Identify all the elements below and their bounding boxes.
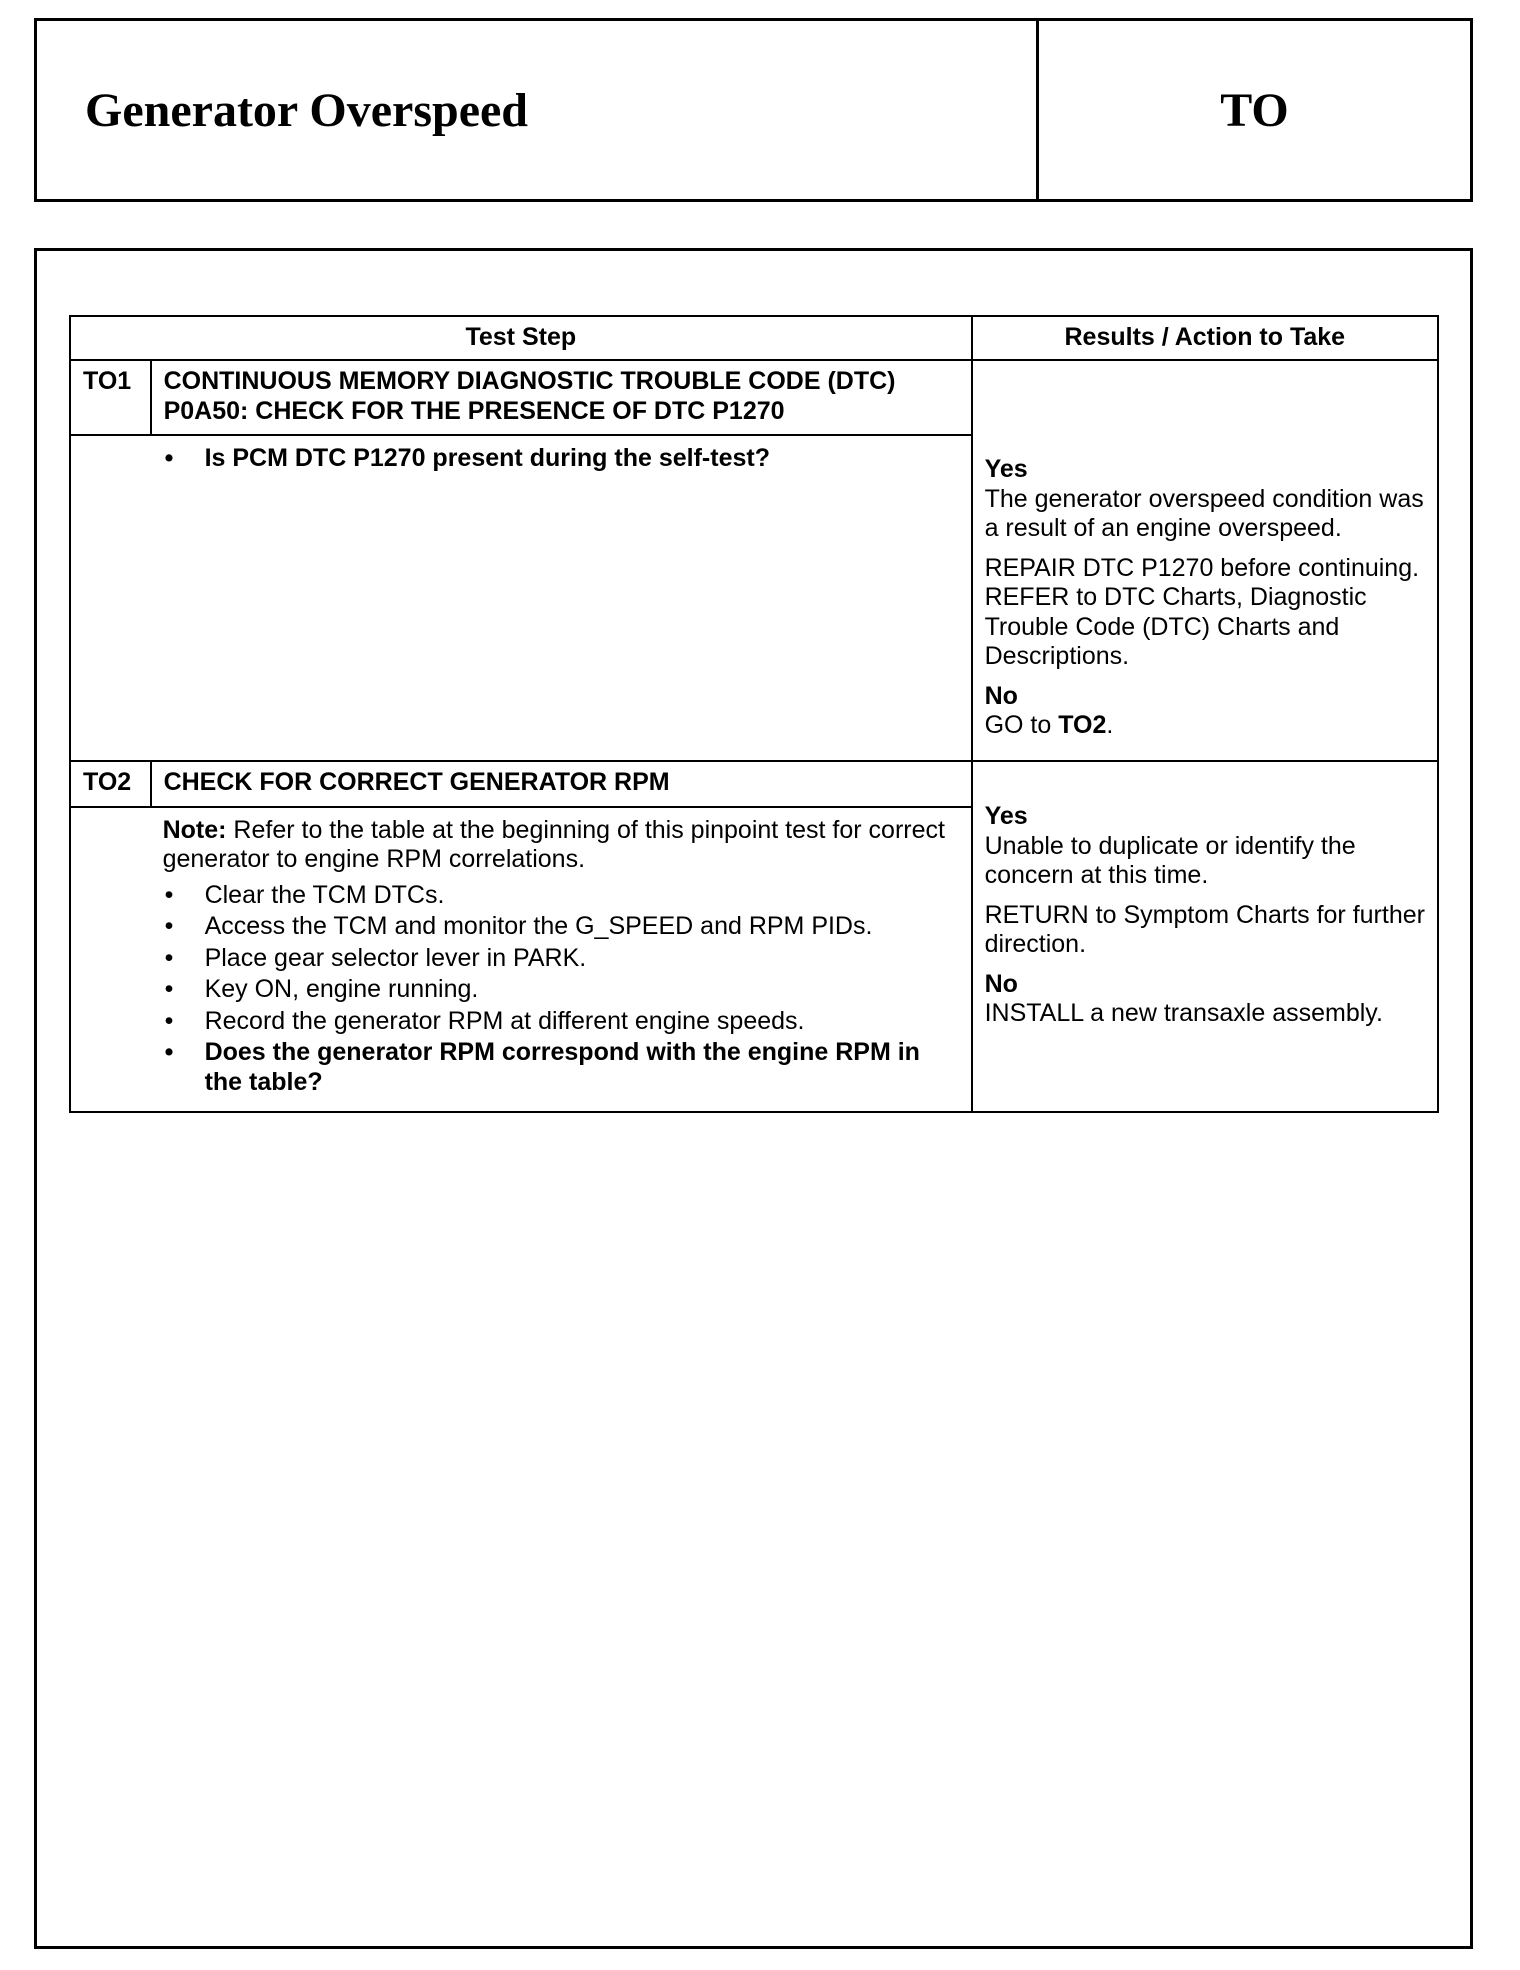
step-bullet: • Place gear selector lever in PARK.	[163, 944, 961, 974]
note-text: Refer to the table at the beginning of this pinpoint test for correct generator to engine RPM correlations.	[162, 815, 945, 873]
step-id-spacer	[70, 435, 151, 761]
step-bullet: • Clear the TCM DTCs.	[163, 881, 961, 911]
yes-text: Unable to duplicate or identify the concern at this time.	[984, 831, 1356, 889]
code-cell	[1039, 21, 1470, 199]
note-label: Note:	[162, 815, 227, 844]
step-link[interactable]: TO2	[1058, 711, 1107, 739]
content-frame	[34, 248, 1473, 1949]
no-label: No	[984, 969, 1018, 998]
step-note	[163, 816, 961, 875]
yes-text: The generator overspeed condition was a result of an engine overspeed.	[984, 484, 1424, 542]
test-step-header: Test Step	[70, 316, 972, 360]
step-bullet: • Record the generator RPM at different engine speeds.	[163, 1007, 961, 1037]
step-question: • Is PCM DTC P1270 present during the self-test?	[163, 444, 961, 474]
title-box	[34, 18, 1473, 202]
step-question: • Does the generator RPM correspond with the engine RPM in the table?	[163, 1038, 961, 1097]
pinpoint-code: TO	[1220, 83, 1289, 137]
yes-action: RETURN to Symptom Charts for further direction.	[984, 900, 1425, 958]
no-action-prefix: GO to	[984, 711, 1059, 739]
table-header-row	[70, 316, 1438, 360]
no-action	[985, 711, 1427, 741]
step-body	[151, 807, 972, 1113]
page-title: Generator Overspeed	[85, 83, 528, 137]
step-bullet: • Key ON, engine running.	[163, 975, 961, 1005]
step-bullet: • Access the TCM and monitor the G_SPEED and RPM PIDs.	[163, 912, 961, 942]
step-id-spacer	[70, 807, 151, 1113]
no-label: No	[984, 681, 1018, 710]
step-id: TO1	[70, 360, 151, 435]
step-heading: CONTINUOUS MEMORY DIAGNOSTIC TROUBLE CODE (DTC) P0A50: CHECK FOR THE PRESENCE OF DTC P1270	[151, 360, 972, 435]
step-heading-row	[70, 360, 1438, 435]
step-list	[163, 444, 961, 474]
no-action-suffix: .	[1106, 711, 1114, 739]
yes-action: REPAIR DTC P1270 before continuing. REFER to DTC Charts, Diagnostic Trouble Code (DTC) Charts and Descriptions.	[984, 553, 1420, 670]
step-id: TO2	[70, 761, 151, 807]
step-body	[151, 435, 972, 761]
title-cell	[37, 21, 1039, 199]
results-header: Results / Action to Take	[972, 316, 1438, 360]
step-list	[163, 881, 961, 1098]
step-heading-row	[70, 761, 1438, 807]
pinpoint-test-table	[69, 315, 1439, 1113]
step-heading: CHECK FOR CORRECT GENERATOR RPM	[151, 761, 972, 807]
step-results	[972, 761, 1438, 1112]
yes-label: Yes	[984, 802, 1028, 830]
step-results	[972, 360, 1438, 761]
no-action: INSTALL a new transaxle assembly.	[984, 999, 1383, 1027]
yes-label: Yes	[984, 455, 1028, 483]
